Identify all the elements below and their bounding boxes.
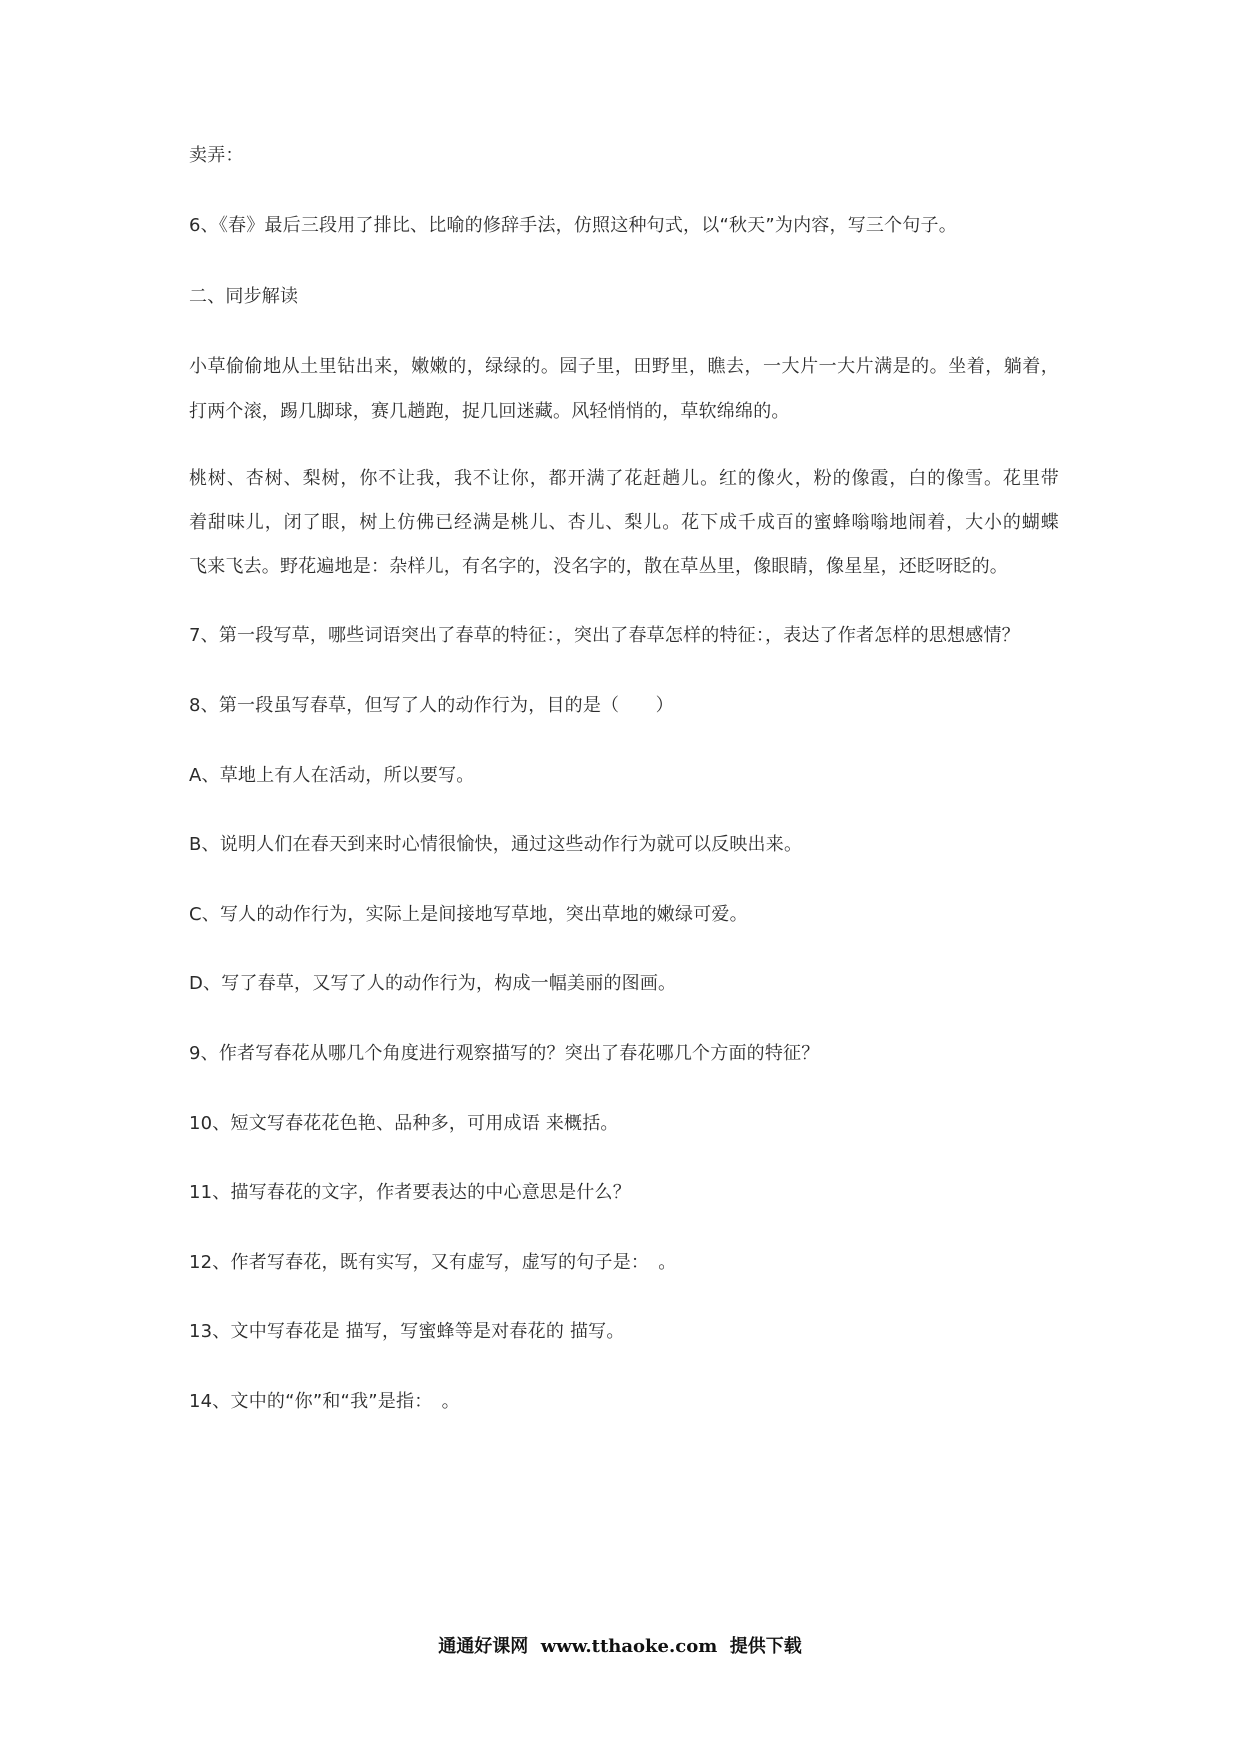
question-11: 11、描写春花的文字，作者要表达的中心意思是什么？: [189, 1182, 631, 1203]
question-13: 13、文中写春花是 描写，写蜜蜂等是对春花的 描写。: [189, 1321, 625, 1342]
question-8: 8、第一段虽写春草，但写了人的动作行为，目的是（ ）: [189, 695, 674, 716]
option-c: C、写人的动作行为，实际上是间接地写草地，突出草地的嫩绿可爱。: [189, 904, 748, 925]
question-6: 6、《春》最后三段用了排比、比喻的修辞手法，仿照这种句式，以“秋天”为内容，写三个句子。: [189, 215, 957, 236]
text-line-maineng: 卖弄：: [189, 145, 244, 166]
option-a: A、草地上有人在活动，所以要写。: [189, 765, 475, 786]
question-12: 12、作者写春花，既有实写，又有虚写，虚写的句子是： 。: [189, 1252, 677, 1273]
passage-paragraph-2-line-2: 着甜味儿，闭了眼，树上仿佛已经满是桃儿、杏儿、梨儿。花下成千成百的蜜蜂嗡嗡地闹着，大小的蝴蝶: [189, 512, 1059, 533]
page-footer: 通通好课网 www.tthaoke.com 提供下载: [438, 1636, 802, 1657]
section-heading: 二、同步解读: [189, 286, 299, 307]
passage-paragraph-2-line-1: 桃树、杏树、梨树，你不让我，我不让你，都开满了花赶趟儿。红的像火，粉的像霞，白的像雪。花里带: [189, 468, 1059, 489]
question-9: 9、作者写春花从哪几个角度进行观察描写的？突出了春花哪几个方面的特征？: [189, 1043, 820, 1064]
question-7: 7、第一段写草，哪些词语突出了春草的特征：，突出了春草怎样的特征：，表达了作者怎样的思想感情？: [189, 625, 1020, 646]
option-d: D、写了春草，又写了人的动作行为，构成一幅美丽的图画。: [189, 973, 677, 994]
passage-paragraph-1-line-2: 打两个滚，踢几脚球，赛几趟跑，捉几回迷藏。风轻悄悄的，草软绵绵的。: [189, 401, 790, 422]
question-14: 14、文中的“你”和“我”是指： 。: [189, 1391, 460, 1412]
passage-paragraph-2-line-3: 飞来飞去。野花遍地是：杂样儿，有名字的，没名字的，散在草丛里，像眼睛，像星星，还眨呀眨的。: [189, 556, 1008, 577]
passage-paragraph-1-line-1: 小草偷偷地从土里钻出来，嫩嫩的，绿绿的。园子里，田野里，瞧去，一大片一大片满是的。坐着，躺着，: [189, 356, 1059, 377]
question-10: 10、短文写春花花色艳、品种多，可用成语 来概括。: [189, 1113, 619, 1134]
option-b: B、说明人们在春天到来时心情很愉快，通过这些动作行为就可以反映出来。: [189, 834, 803, 855]
